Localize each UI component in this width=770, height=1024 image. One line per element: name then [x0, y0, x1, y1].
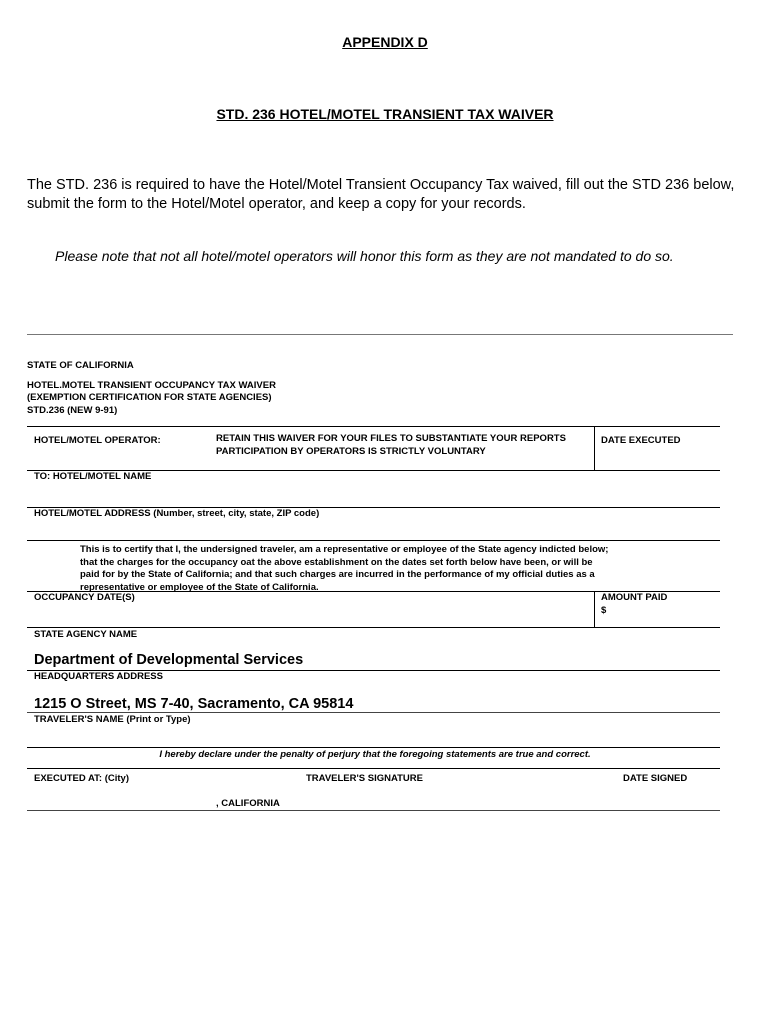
- certify-line-4: representative or employee of the State of California.: [80, 581, 319, 593]
- date-executed-label[interactable]: DATE EXECUTED: [601, 435, 681, 446]
- hq-value[interactable]: 1215 O Street, MS 7-40, Sacramento, CA 95814: [34, 696, 354, 712]
- hotel-address-label[interactable]: HOTEL/MOTEL ADDRESS (Number, street, city, state, ZIP code): [34, 508, 320, 519]
- amount-label[interactable]: AMOUNT PAID: [601, 592, 668, 603]
- declaration-rule: [27, 768, 720, 769]
- executed-at-label[interactable]: EXECUTED AT: (City): [34, 773, 129, 784]
- certify-line-2: that the charges for the occupancy oat the above establishment on the dates set forth below have been, or will be: [80, 556, 593, 568]
- intro-paragraph: The STD. 236 is required to have the Hotel/Motel Transient Occupancy Tax waived, fill out the STD 236 below, submit the form to the Hotel/Motel operator, and keep a copy for your records.: [27, 177, 735, 212]
- retain-line-1: RETAIN THIS WAIVER FOR YOUR FILES TO SUBSTANTIATE YOUR REPORTS: [216, 433, 566, 444]
- certification-text: [80, 544, 700, 594]
- form-title-line-2: (EXEMPTION CERTIFICATION FOR STATE AGENCIES): [27, 392, 272, 403]
- california-suffix: , CALIFORNIA: [216, 798, 280, 809]
- agency-label: STATE AGENCY NAME: [34, 629, 138, 640]
- certify-line-3: paid for by the State of California; and that such charges are incurred in the performance of my official duties as a: [80, 569, 595, 580]
- hotel-address-rule: [27, 540, 720, 541]
- date-executed-divider: [594, 426, 595, 470]
- appendix-title: APPENDIX D: [342, 34, 428, 50]
- traveler-name-rule: [27, 747, 720, 748]
- page-title: STD. 236 HOTEL/MOTEL TRANSIENT TAX WAIVER: [216, 106, 554, 122]
- amount-symbol: $: [601, 605, 607, 616]
- hq-rule: [27, 712, 720, 713]
- occupancy-label[interactable]: OCCUPANCY DATE(S): [34, 592, 135, 603]
- hq-label: HEADQUARTERS ADDRESS: [34, 671, 163, 682]
- hotel-name-label[interactable]: TO: HOTEL/MOTEL NAME: [34, 471, 152, 482]
- retain-line-2: PARTICIPATION BY OPERATORS IS STRICTLY VOLUNTARY: [216, 446, 486, 457]
- form-top-rule: [27, 426, 720, 427]
- form-title-line-1: HOTEL.MOTEL TRANSIENT OCCUPANCY TAX WAIVER: [27, 380, 276, 391]
- signature-label[interactable]: TRAVELER'S SIGNATURE: [306, 773, 423, 784]
- form-number: STD.236 (NEW 9-91): [27, 405, 118, 416]
- traveler-name-label[interactable]: TRAVELER'S NAME (Print or Type): [34, 714, 191, 725]
- operator-label: HOTEL/MOTEL OPERATOR:: [34, 435, 161, 446]
- declaration-text: I hereby declare under the penalty of perjury that the foregoing statements are true and correct.: [159, 749, 591, 760]
- amount-divider: [594, 591, 595, 627]
- occupancy-rule: [27, 627, 720, 628]
- form-state: STATE OF CALIFORNIA: [27, 360, 134, 371]
- certify-line-1: This is to certify that I, the undersigned traveler, am a representative or employee of the State agency indicted below;: [80, 544, 609, 555]
- date-signed-label[interactable]: DATE SIGNED: [623, 773, 688, 784]
- agency-value[interactable]: Department of Developmental Services: [34, 652, 304, 668]
- section-divider: [27, 334, 733, 335]
- form-bottom-rule: [27, 810, 720, 811]
- intro-note: Please note that not all hotel/motel operators will honor this form as they are not mandated to do so.: [55, 248, 674, 264]
